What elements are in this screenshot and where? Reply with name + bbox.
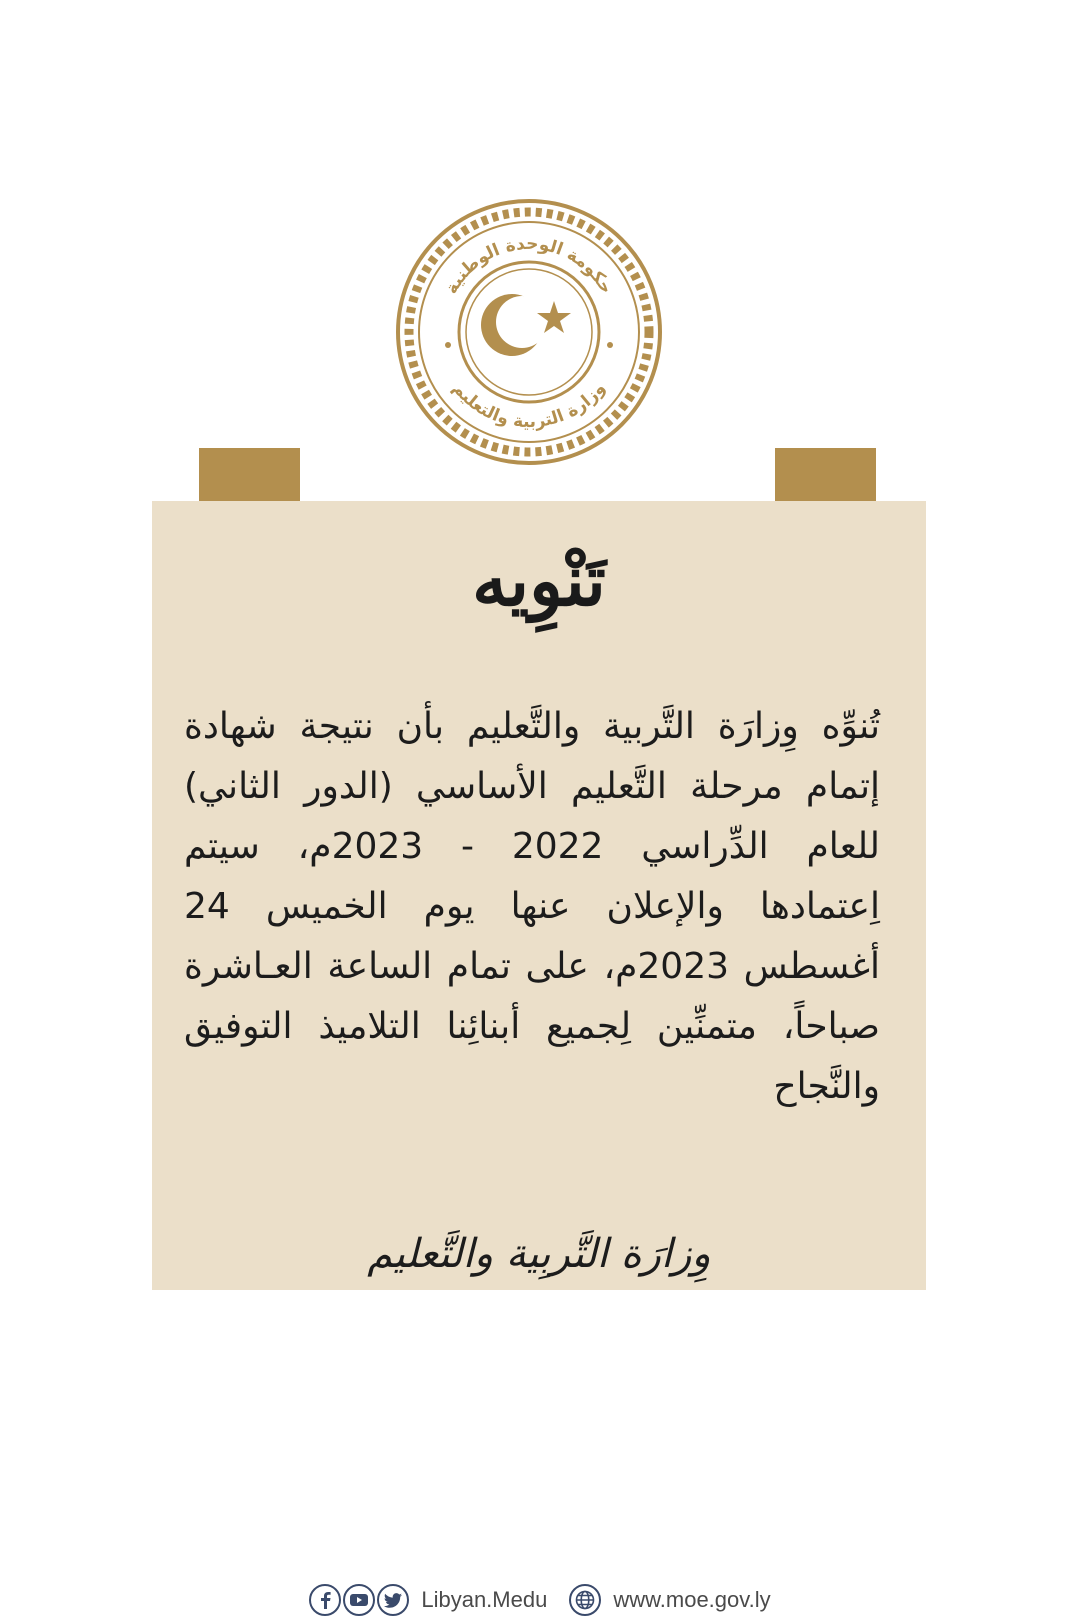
website-link[interactable]: www.moe.gov.ly: [613, 1587, 771, 1612]
globe-icon: [569, 1584, 601, 1616]
footer: [0, 1577, 1080, 1623]
notice-body: تُنوِّه وِزارَة التَّربية والتَّعليم بأن نتيجة شهادة إتمام مرحلة التَّعليم الأساسي (الدور الثاني) للعام الدِّراسي 2022 - 2023م، سيتم اِعتمادها والإعلان عنها يوم الخميس 24 أغسطس 2023م، على تمام الساعة العـاشرة صباحاً، متمنِّين لِجميع أبنائِنا التلاميذ التوفيق والنَّجاح: [184, 706, 880, 1107]
social-handle[interactable]: Libyan.Medu: [421, 1587, 548, 1612]
social-links: [309, 1584, 409, 1616]
twitter-icon[interactable]: [377, 1584, 409, 1616]
notice-card: [152, 501, 926, 1290]
notice-title: تَنْوِيه: [472, 539, 606, 622]
svg-text:وزارة التربية والتعليم: [448, 379, 609, 432]
emblem-bottom-text: وزارة التربية والتعليم: [448, 378, 610, 433]
svg-text:حكومة الوحدة الوطنية: [442, 234, 617, 298]
facebook-icon[interactable]: [309, 1584, 341, 1616]
notice-signature: وِزارَة التَّربِية والتَّعليم: [367, 1231, 711, 1277]
ministry-emblem: [394, 197, 664, 467]
emblem-top-text: حكومة الوحدة الوطنية: [441, 233, 617, 298]
youtube-icon[interactable]: [343, 1584, 375, 1616]
crescent-star-seal-icon: [394, 197, 664, 467]
